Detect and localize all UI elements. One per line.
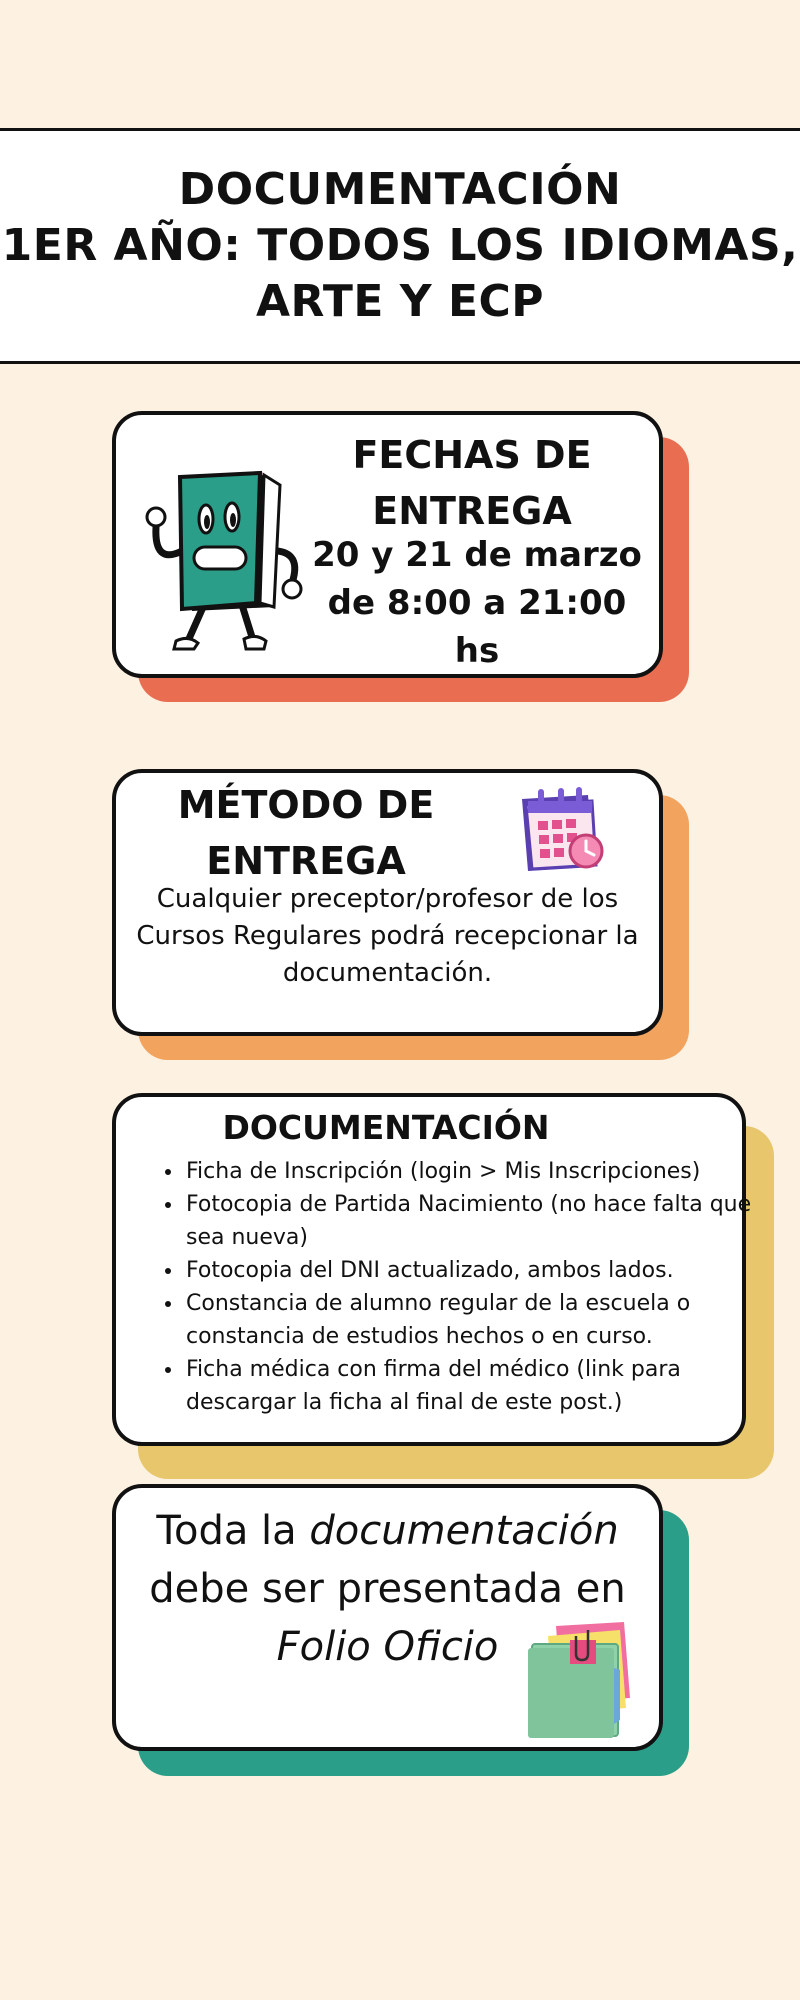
metodo-heading-line-2: ENTREGA xyxy=(206,839,406,883)
fechas-text-line-2: de 8:00 a 21:00 xyxy=(327,583,627,623)
card-metodo xyxy=(112,769,663,1036)
list-item: • Constancia de alumno regular de la escuela o constancia de estudios hechos o en curso. xyxy=(184,1287,784,1353)
title-line-1: DOCUMENTACIÓN xyxy=(178,164,622,215)
fechas-heading-line-1: FECHAS DE xyxy=(352,433,592,477)
folder-papers-icon xyxy=(526,1620,636,1740)
metodo-heading xyxy=(156,777,456,889)
list-item: • Fotocopia de Partida Nacimiento (no hace falta que sea nueva) xyxy=(184,1188,784,1254)
folio-text-line-1: Toda la documentación xyxy=(156,1508,619,1554)
walking-book-mascot-icon xyxy=(132,455,322,655)
list-item: • Ficha médica con firma del médico (link para descargar la ficha al final de este post.) xyxy=(184,1353,784,1419)
metodo-text xyxy=(126,881,649,992)
card-documentacion xyxy=(112,1093,752,1446)
fechas-text xyxy=(312,531,642,675)
calendar-clock-icon xyxy=(514,785,610,875)
list-item: • Ficha de Inscripción (login > Mis Inscripciones) xyxy=(184,1155,784,1188)
card-fechas xyxy=(112,411,663,678)
title-line-2: 1ER AÑO: TODOS LOS IDIOMAS, xyxy=(1,220,799,271)
metodo-text-line-2: Cursos Regulares podrá recepcionar la xyxy=(136,921,639,951)
metodo-heading-line-1: MÉTODO DE xyxy=(177,783,435,827)
fechas-heading-line-2: ENTREGA xyxy=(372,489,572,533)
fechas-text-line-3: hs xyxy=(454,631,500,671)
metodo-text-line-3: documentación. xyxy=(282,958,493,988)
documentacion-heading: DOCUMENTACIÓN xyxy=(222,1108,550,1147)
documentacion-list xyxy=(156,1155,784,1419)
folio-text-line-2: debe ser presentada en xyxy=(149,1566,626,1612)
header-banner xyxy=(0,128,800,364)
folio-italic-word: documentación xyxy=(309,1508,619,1554)
card-folio xyxy=(112,1484,663,1751)
title-line-3: ARTE Y ECP xyxy=(255,276,545,327)
fechas-text-line-1: 20 y 21 de marzo xyxy=(312,535,642,575)
metodo-text-line-1: Cualquier preceptor/profesor de los xyxy=(156,884,619,914)
list-item: • Fotocopia del DNI actualizado, ambos lados. xyxy=(184,1254,784,1287)
fechas-heading xyxy=(312,427,632,539)
folio-text-line-3: Folio Oficio xyxy=(276,1624,499,1670)
